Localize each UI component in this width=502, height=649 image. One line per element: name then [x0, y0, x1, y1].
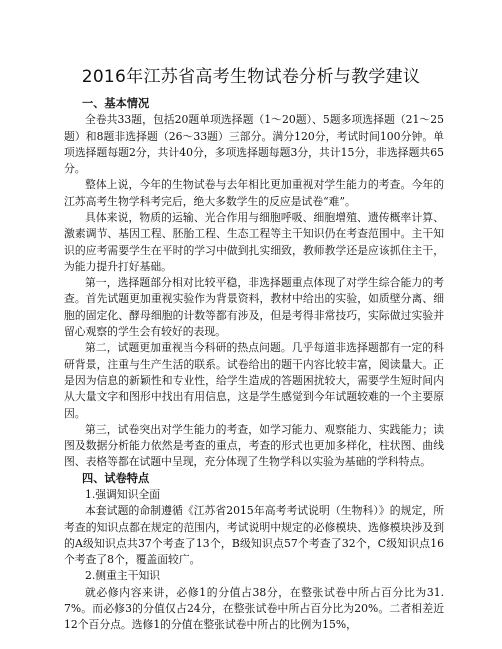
- paragraph: 全卷共33题，包括20题单项选择题（1～20题）、5题多项选择题（21～25题）和8题非选择题（26～33题）三部分。满分120分，考试时间100分钟。单项选择题每题2分，共计40分，多项选择题每题3分，共计15分，非选择题共65分。: [64, 113, 444, 176]
- paragraph: 第二，试题更加重视当今科研的热点问题。几乎每道非选择题都有一定的科研背景，注重与生产生活的联系。试卷给出的题干内容比较丰富，阅读量大。正是因为信息的新颖性和专业性，给学生造成的答题困扰较大，需要学生短时间内从大量文字和图形中找出有用信息，这是学生感觉到今年试题较难的一个主要原因。: [64, 341, 444, 420]
- subheading: 1.强调知识全面: [85, 487, 161, 501]
- document-title: 2016年江苏省高考生物试卷分析与教学建议: [81, 67, 421, 87]
- paragraph: 第一，选择题部分相对比较平稳，非选择题重点体现了对学生综合能力的考查。首先试题更加重视实验作为背景资料，教材中给出的实验，如质壁分离、细胞的固定化、酵母细胞的计数等都有涉及，但是考得非常技巧，实际做过实验并留心观察的学生会有较好的表现。: [64, 276, 444, 339]
- paragraph: 具体来说，物质的运输、光合作用与细胞呼吸、细胞增殖、遗传概率计算、激素调节、基因工程、胚胎工程、生态工程等主干知识仍在考查范围中。主干知识的应考需要学生在平时的学习中做到扎实细致，教师教学还是应该抓住主干，为能力提升打好基础。: [64, 210, 444, 273]
- subheading: 2.侧重主干知识: [85, 569, 161, 583]
- paragraph: 本套试题的命制遵循《江苏省2015年高考考试说明（生物科）》的规定，所考查的知识点都在规定的范围内，考试说明中规定的必修模块、选修模块涉及到的A级知识点共37个考查了13个，B级知识点57个考查了32个，C级知识点16个考查了8个，覆盖面较广。: [64, 504, 444, 567]
- paragraph: 就必修内容来讲，必修1的分值占38分，在整张试卷中所占百分比为31.7%。而必修3的分值仅占24分，在整张试卷中所占百分比为20%。二者相差近12个百分点。选修1的分值在整张试卷中所占的比例为15%，: [64, 585, 444, 632]
- paragraph: 第三，试卷突出对学生能力的考查，如学习能力、观察能力、实践能力；读图及数据分析能力依然是考查的重点，考查的形式也更加多样化，柱状图、曲线图、表格等都在试题中呈现，充分体现了生物学科以实验为基础的学科特点。: [64, 422, 444, 469]
- document-body: [64, 96, 444, 634]
- section-heading-features: 四、试卷特点: [82, 471, 150, 485]
- paragraph: 整体上说，今年的生物试卷与去年相比更加重视对学生能力的考查。今年的江苏高考生物学科考完后，绝大多数学生的反应是试卷“难”。: [64, 178, 444, 208]
- section-heading-basic-info: 一、基本情况: [82, 97, 150, 110]
